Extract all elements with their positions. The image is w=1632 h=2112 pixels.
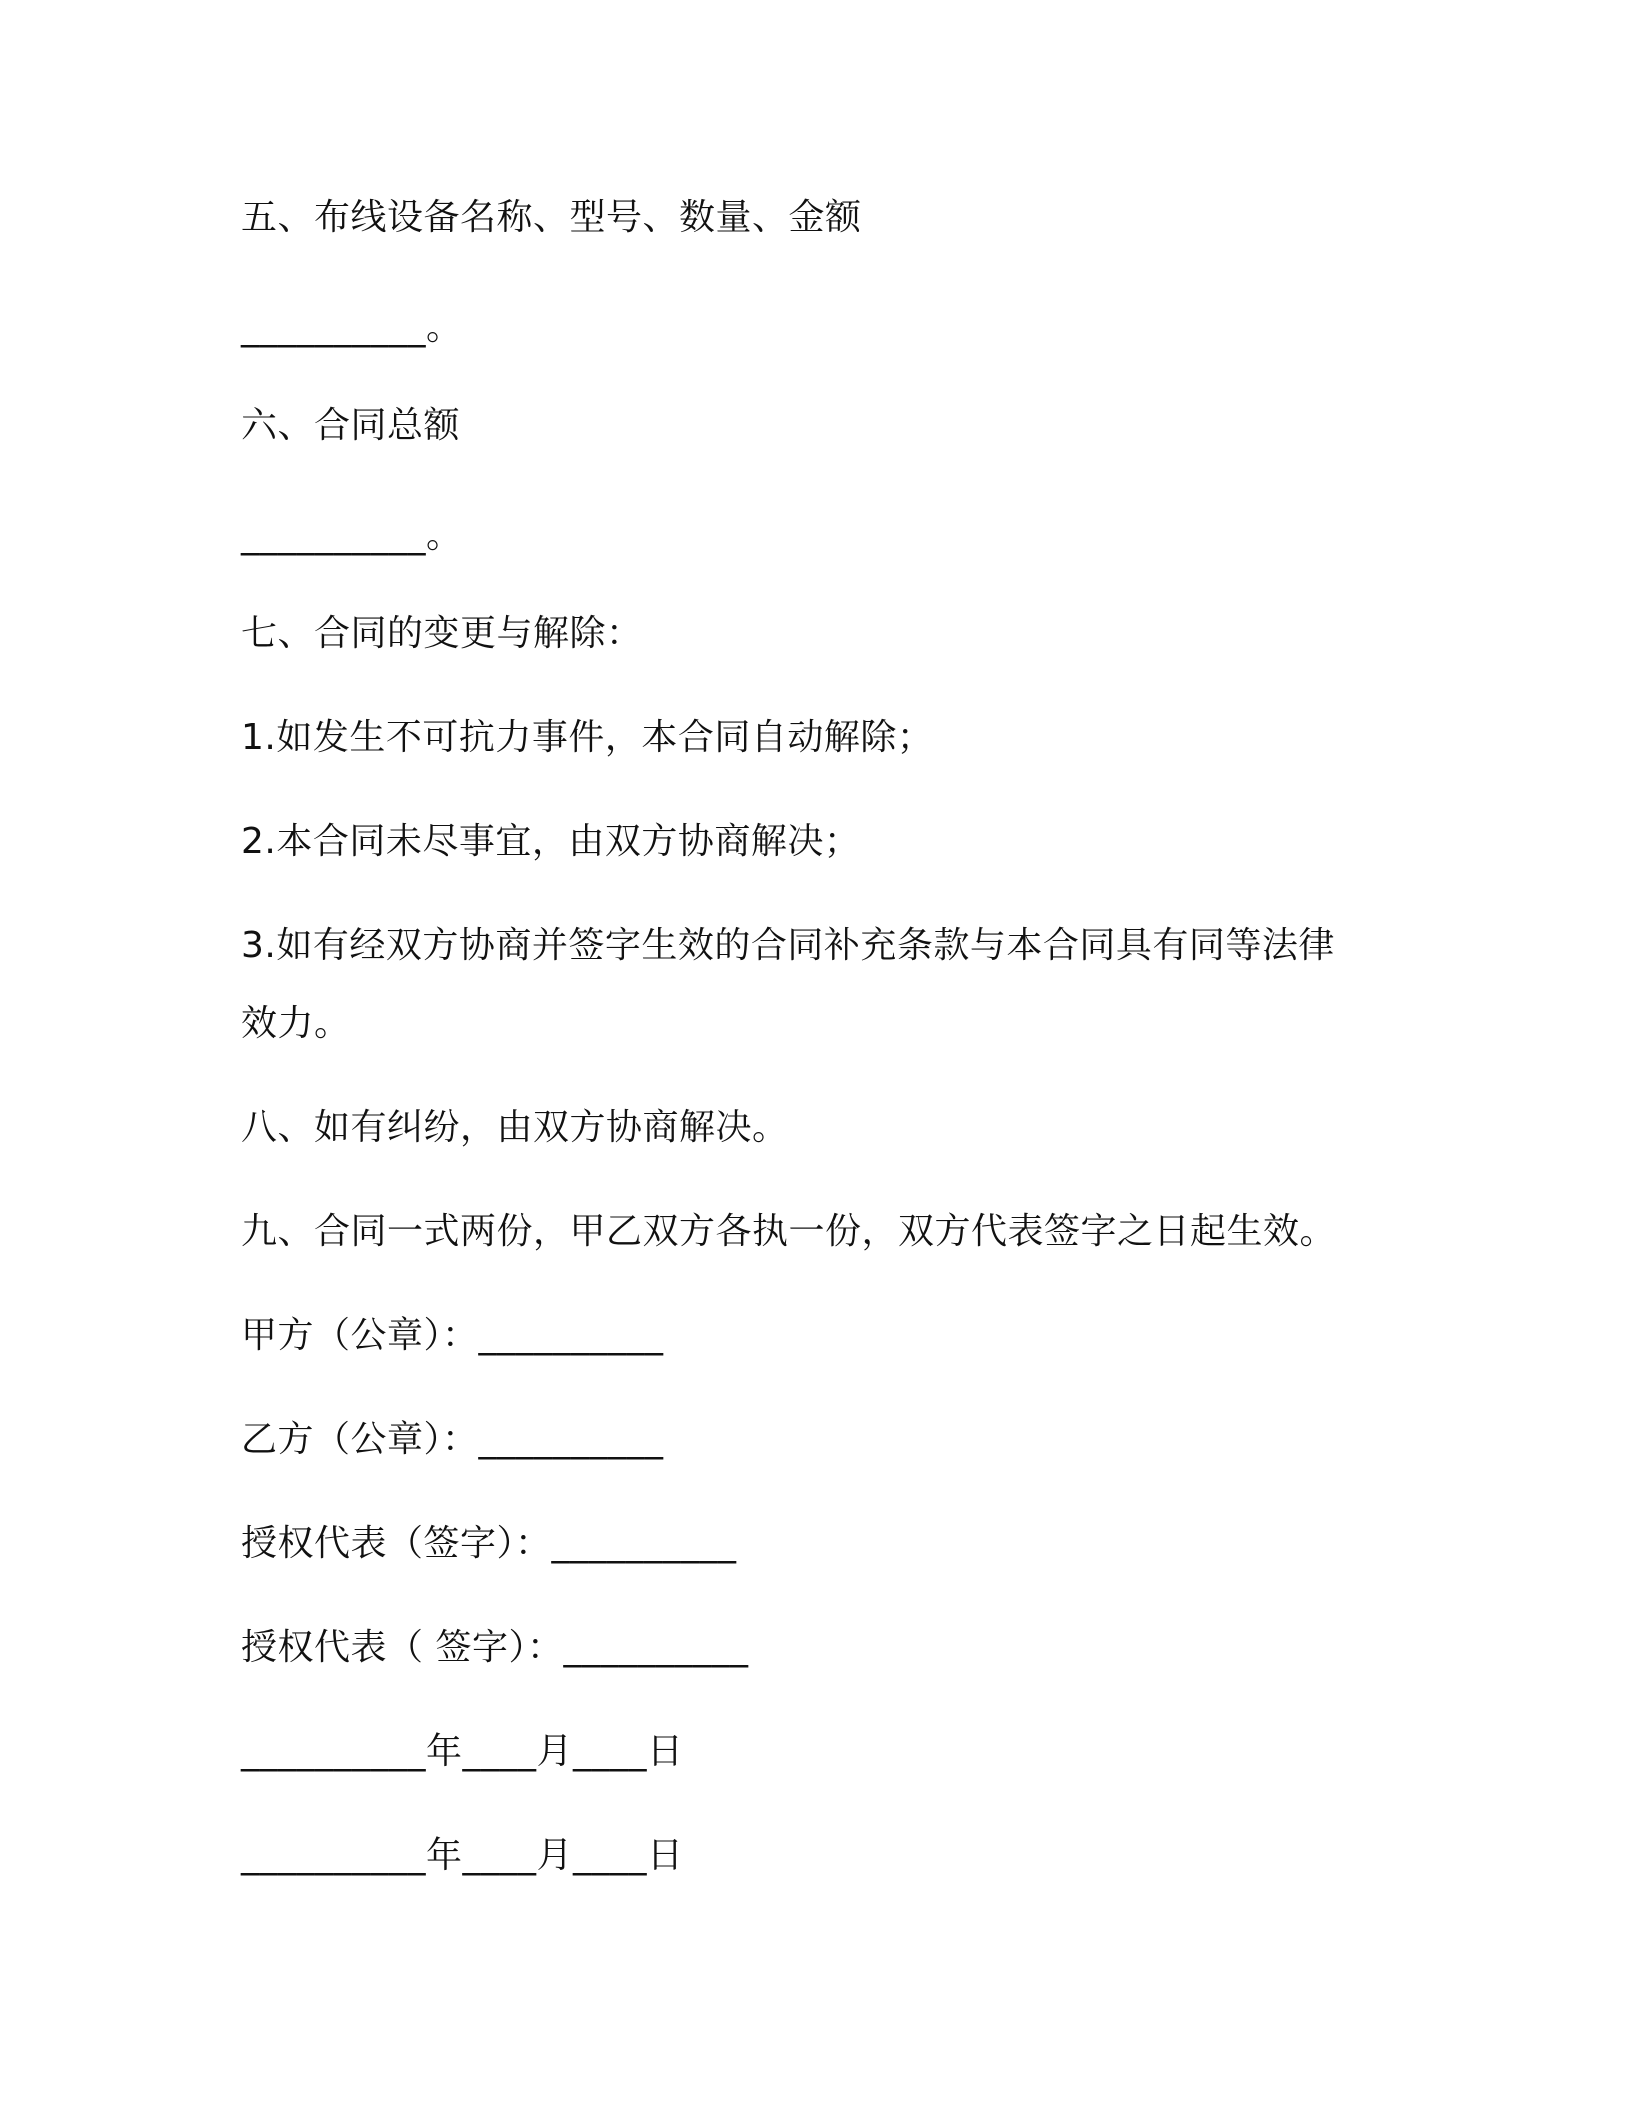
section-7-item-2: 2.本合同未尽事宜，由双方协商解决；	[241, 821, 861, 862]
section-9: 九、合同一式两份，甲乙双方各执一份，双方代表签字之日起生效。	[241, 1211, 1337, 1252]
section-7-item-3-cont: 效力。	[241, 1003, 351, 1044]
section-6-heading: 六、合同总额	[241, 405, 461, 446]
section-7-heading: 七、合同的变更与解除：	[241, 613, 643, 654]
section-6-blank: __________。	[241, 515, 463, 556]
party-a-representative: 授权代表（签字）：__________	[241, 1523, 737, 1564]
party-b-seal: 乙方（公章）：__________	[241, 1419, 664, 1460]
date-line-2: __________年____月____日	[241, 1835, 684, 1876]
party-a-seal: 甲方（公章）：__________	[241, 1315, 664, 1356]
section-8: 八、如有纠纷，由双方协商解决。	[241, 1107, 789, 1148]
party-b-representative: 授权代表（ 签字）：__________	[241, 1627, 749, 1668]
section-5-blank: __________。	[241, 307, 463, 348]
date-line-1: __________年____月____日	[241, 1731, 684, 1772]
section-5-heading: 五、布线设备名称、型号、数量、金额	[241, 197, 862, 238]
section-7-item-1: 1.如发生不可抗力事件，本合同自动解除；	[241, 717, 934, 758]
section-7-item-3: 3.如有经双方协商并签字生效的合同补充条款与本合同具有同等法律	[241, 925, 1335, 966]
